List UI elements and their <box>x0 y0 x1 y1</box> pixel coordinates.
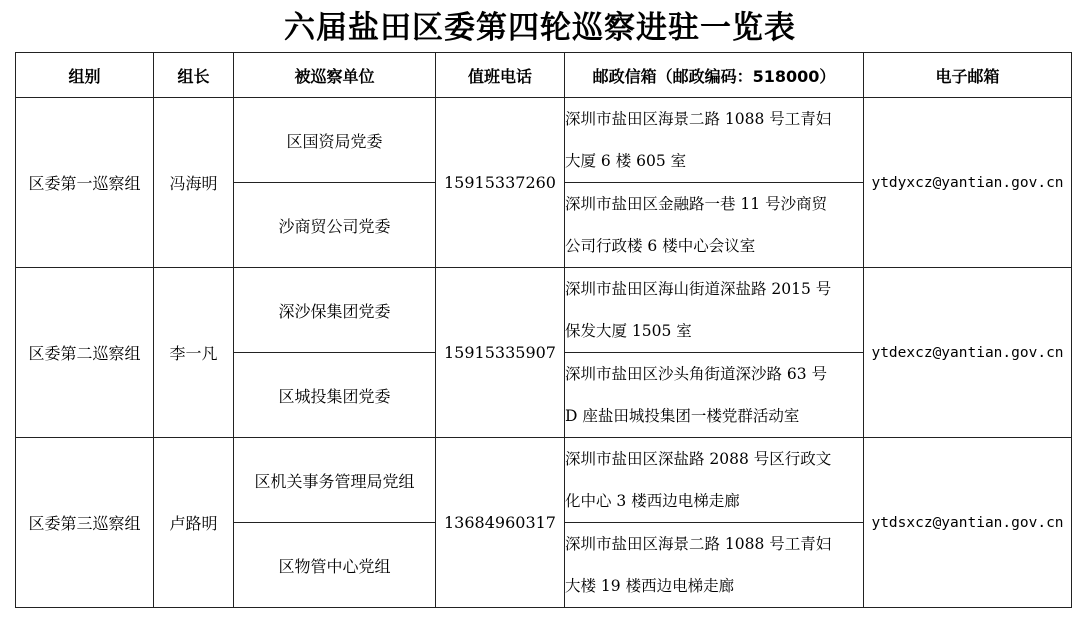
address-line: 深圳市盐田区金融路一巷 11 号沙商贸 <box>565 195 828 213</box>
table-row <box>16 268 1072 353</box>
duty-phone: 15915335907 <box>436 268 565 438</box>
duty-phone: 13684960317 <box>436 438 565 608</box>
address-line: 大厦 6 楼 605 室 <box>565 152 687 170</box>
unit-name: 深沙保集团党委 <box>234 268 436 353</box>
unit-name: 区国资局党委 <box>234 98 436 183</box>
page-title: 六届盐田区委第四轮巡察进驻一览表 <box>284 10 796 46</box>
address-line: 深圳市盐田区海景二路 1088 号工青妇 <box>565 535 832 553</box>
group-name: 区委第二巡察组 <box>16 268 154 438</box>
header-row <box>16 53 1072 98</box>
inspection-table <box>15 52 1072 608</box>
postal-address <box>565 438 864 523</box>
postal-address <box>565 98 864 183</box>
address-line: 深圳市盐田区海山街道深盐路 2015 号 <box>565 280 832 298</box>
postal-address <box>565 268 864 353</box>
address-line: D 座盐田城投集团一楼党群活动室 <box>565 407 800 425</box>
header-postal: 邮政信箱（邮政编码：518000） <box>565 53 864 98</box>
group-name: 区委第三巡察组 <box>16 438 154 608</box>
postal-address <box>565 523 864 608</box>
unit-name: 区城投集团党委 <box>234 353 436 438</box>
address-line: 深圳市盐田区海景二路 1088 号工青妇 <box>565 110 832 128</box>
address-line: 大楼 19 楼西边电梯走廊 <box>565 577 735 595</box>
group-leader: 卢路明 <box>154 438 234 608</box>
group-name: 区委第一巡察组 <box>16 98 154 268</box>
header-leader: 组长 <box>154 53 234 98</box>
email-address: ytdyxcz@yantian.gov.cn <box>864 98 1072 268</box>
group-leader: 李一凡 <box>154 268 234 438</box>
email-address: ytdsxcz@yantian.gov.cn <box>864 438 1072 608</box>
unit-name: 沙商贸公司党委 <box>234 183 436 268</box>
group-leader: 冯海明 <box>154 98 234 268</box>
duty-phone: 15915337260 <box>436 98 565 268</box>
address-line: 保发大厦 1505 室 <box>565 322 692 340</box>
header-phone: 值班电话 <box>436 53 565 98</box>
postal-address <box>565 353 864 438</box>
postal-address <box>565 183 864 268</box>
unit-name: 区机关事务管理局党组 <box>234 438 436 523</box>
address-line: 深圳市盐田区深盐路 2088 号区行政文 <box>565 450 832 468</box>
email-address: ytdexcz@yantian.gov.cn <box>864 268 1072 438</box>
unit-name: 区物管中心党组 <box>234 523 436 608</box>
header-email: 电子邮箱 <box>864 53 1072 98</box>
header-group: 组别 <box>16 53 154 98</box>
table-row <box>16 98 1072 183</box>
header-units: 被巡察单位 <box>234 53 436 98</box>
address-line: 公司行政楼 6 楼中心会议室 <box>565 237 756 255</box>
address-line: 深圳市盐田区沙头角街道深沙路 63 号 <box>565 365 828 383</box>
address-line: 化中心 3 楼西边电梯走廊 <box>565 492 740 510</box>
table-row <box>16 438 1072 523</box>
